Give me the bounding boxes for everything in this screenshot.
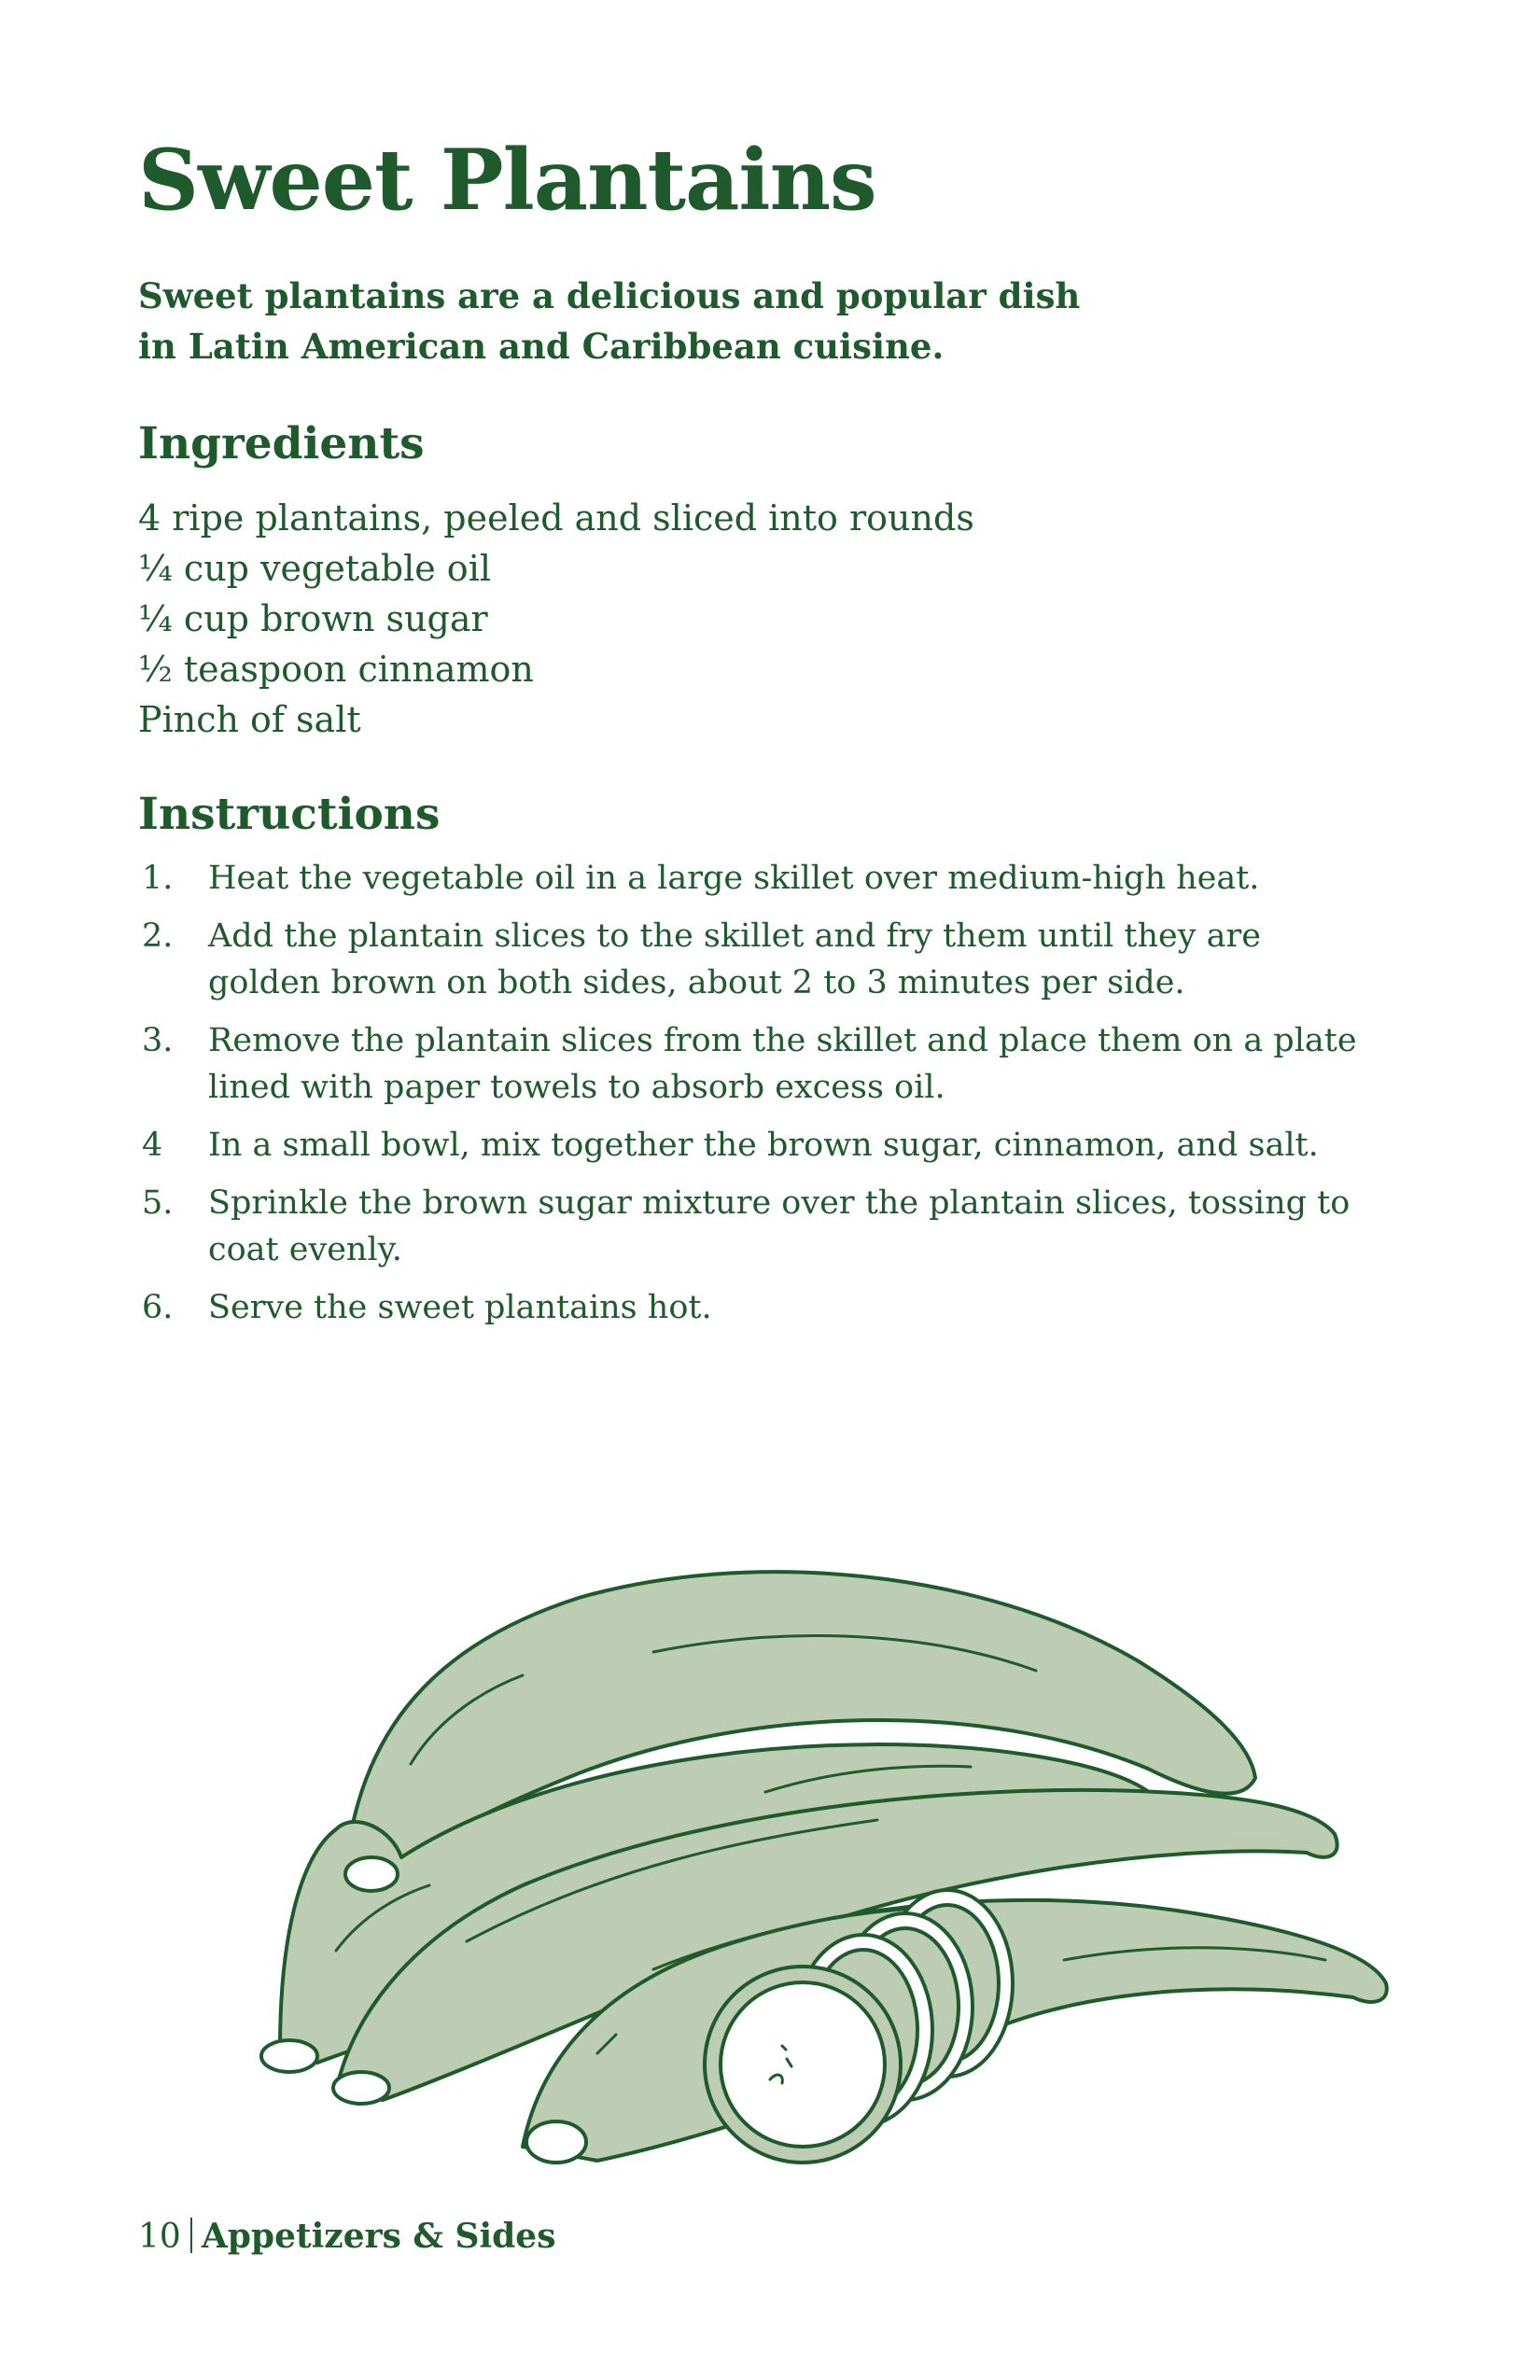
instructions-heading: Instructions <box>138 789 441 840</box>
ingredients-heading: Ingredients <box>138 418 425 469</box>
page-title: Sweet Plantains <box>138 131 876 230</box>
footer-divider <box>190 2218 192 2253</box>
step-text: Add the plantain slices to the skillet and fry them until they are golden brown on both sides, about 2 to 3 minutes per side. <box>208 917 1261 1001</box>
page-number: 10 <box>138 2218 181 2256</box>
ingredient-item: Pinch of salt <box>138 699 361 740</box>
intro-line: Sweet plantains are a delicious and popular dish <box>138 275 1081 316</box>
ingredient-item: ¼ cup vegetable oil <box>138 548 491 589</box>
step-text: Remove the plantain slices from the skillet and place them on a plate lined with paper towels to absorb excess oil. <box>208 1022 1357 1106</box>
step-text: Sprinkle the brown sugar mixture over the plantain slices, tossing to coat evenly. <box>208 1184 1351 1268</box>
ingredient-item: ½ teaspoon cinnamon <box>138 649 534 690</box>
step-number: 1. <box>142 860 174 897</box>
step-number: 5. <box>142 1184 174 1222</box>
step-text: In a small bowl, mix together the brown sugar, cinnamon, and salt. <box>208 1127 1319 1164</box>
plantain-tip <box>261 2040 317 2072</box>
ingredient-item: 4 ripe plantains, peeled and sliced into rounds <box>138 497 974 539</box>
plantain-tip <box>345 1857 398 1891</box>
step-number: 6. <box>142 1289 174 1326</box>
intro-line: in Latin American and Caribbean cuisine. <box>138 326 945 367</box>
step-number: 4 <box>142 1127 163 1164</box>
plantain-slice-face <box>721 1982 885 2147</box>
ingredient-item: ¼ cup brown sugar <box>138 598 488 639</box>
plantain-tip <box>526 2121 586 2163</box>
step-text: Serve the sweet plantains hot. <box>208 1289 712 1326</box>
step-number: 2. <box>142 917 174 955</box>
section-name: Appetizers & Sides <box>201 2217 556 2256</box>
step-number: 3. <box>142 1022 174 1059</box>
page-footer <box>138 2217 555 2256</box>
plantain-tip <box>333 2072 389 2104</box>
step-text: Heat the vegetable oil in a large skillet over medium-high heat. <box>208 860 1260 897</box>
